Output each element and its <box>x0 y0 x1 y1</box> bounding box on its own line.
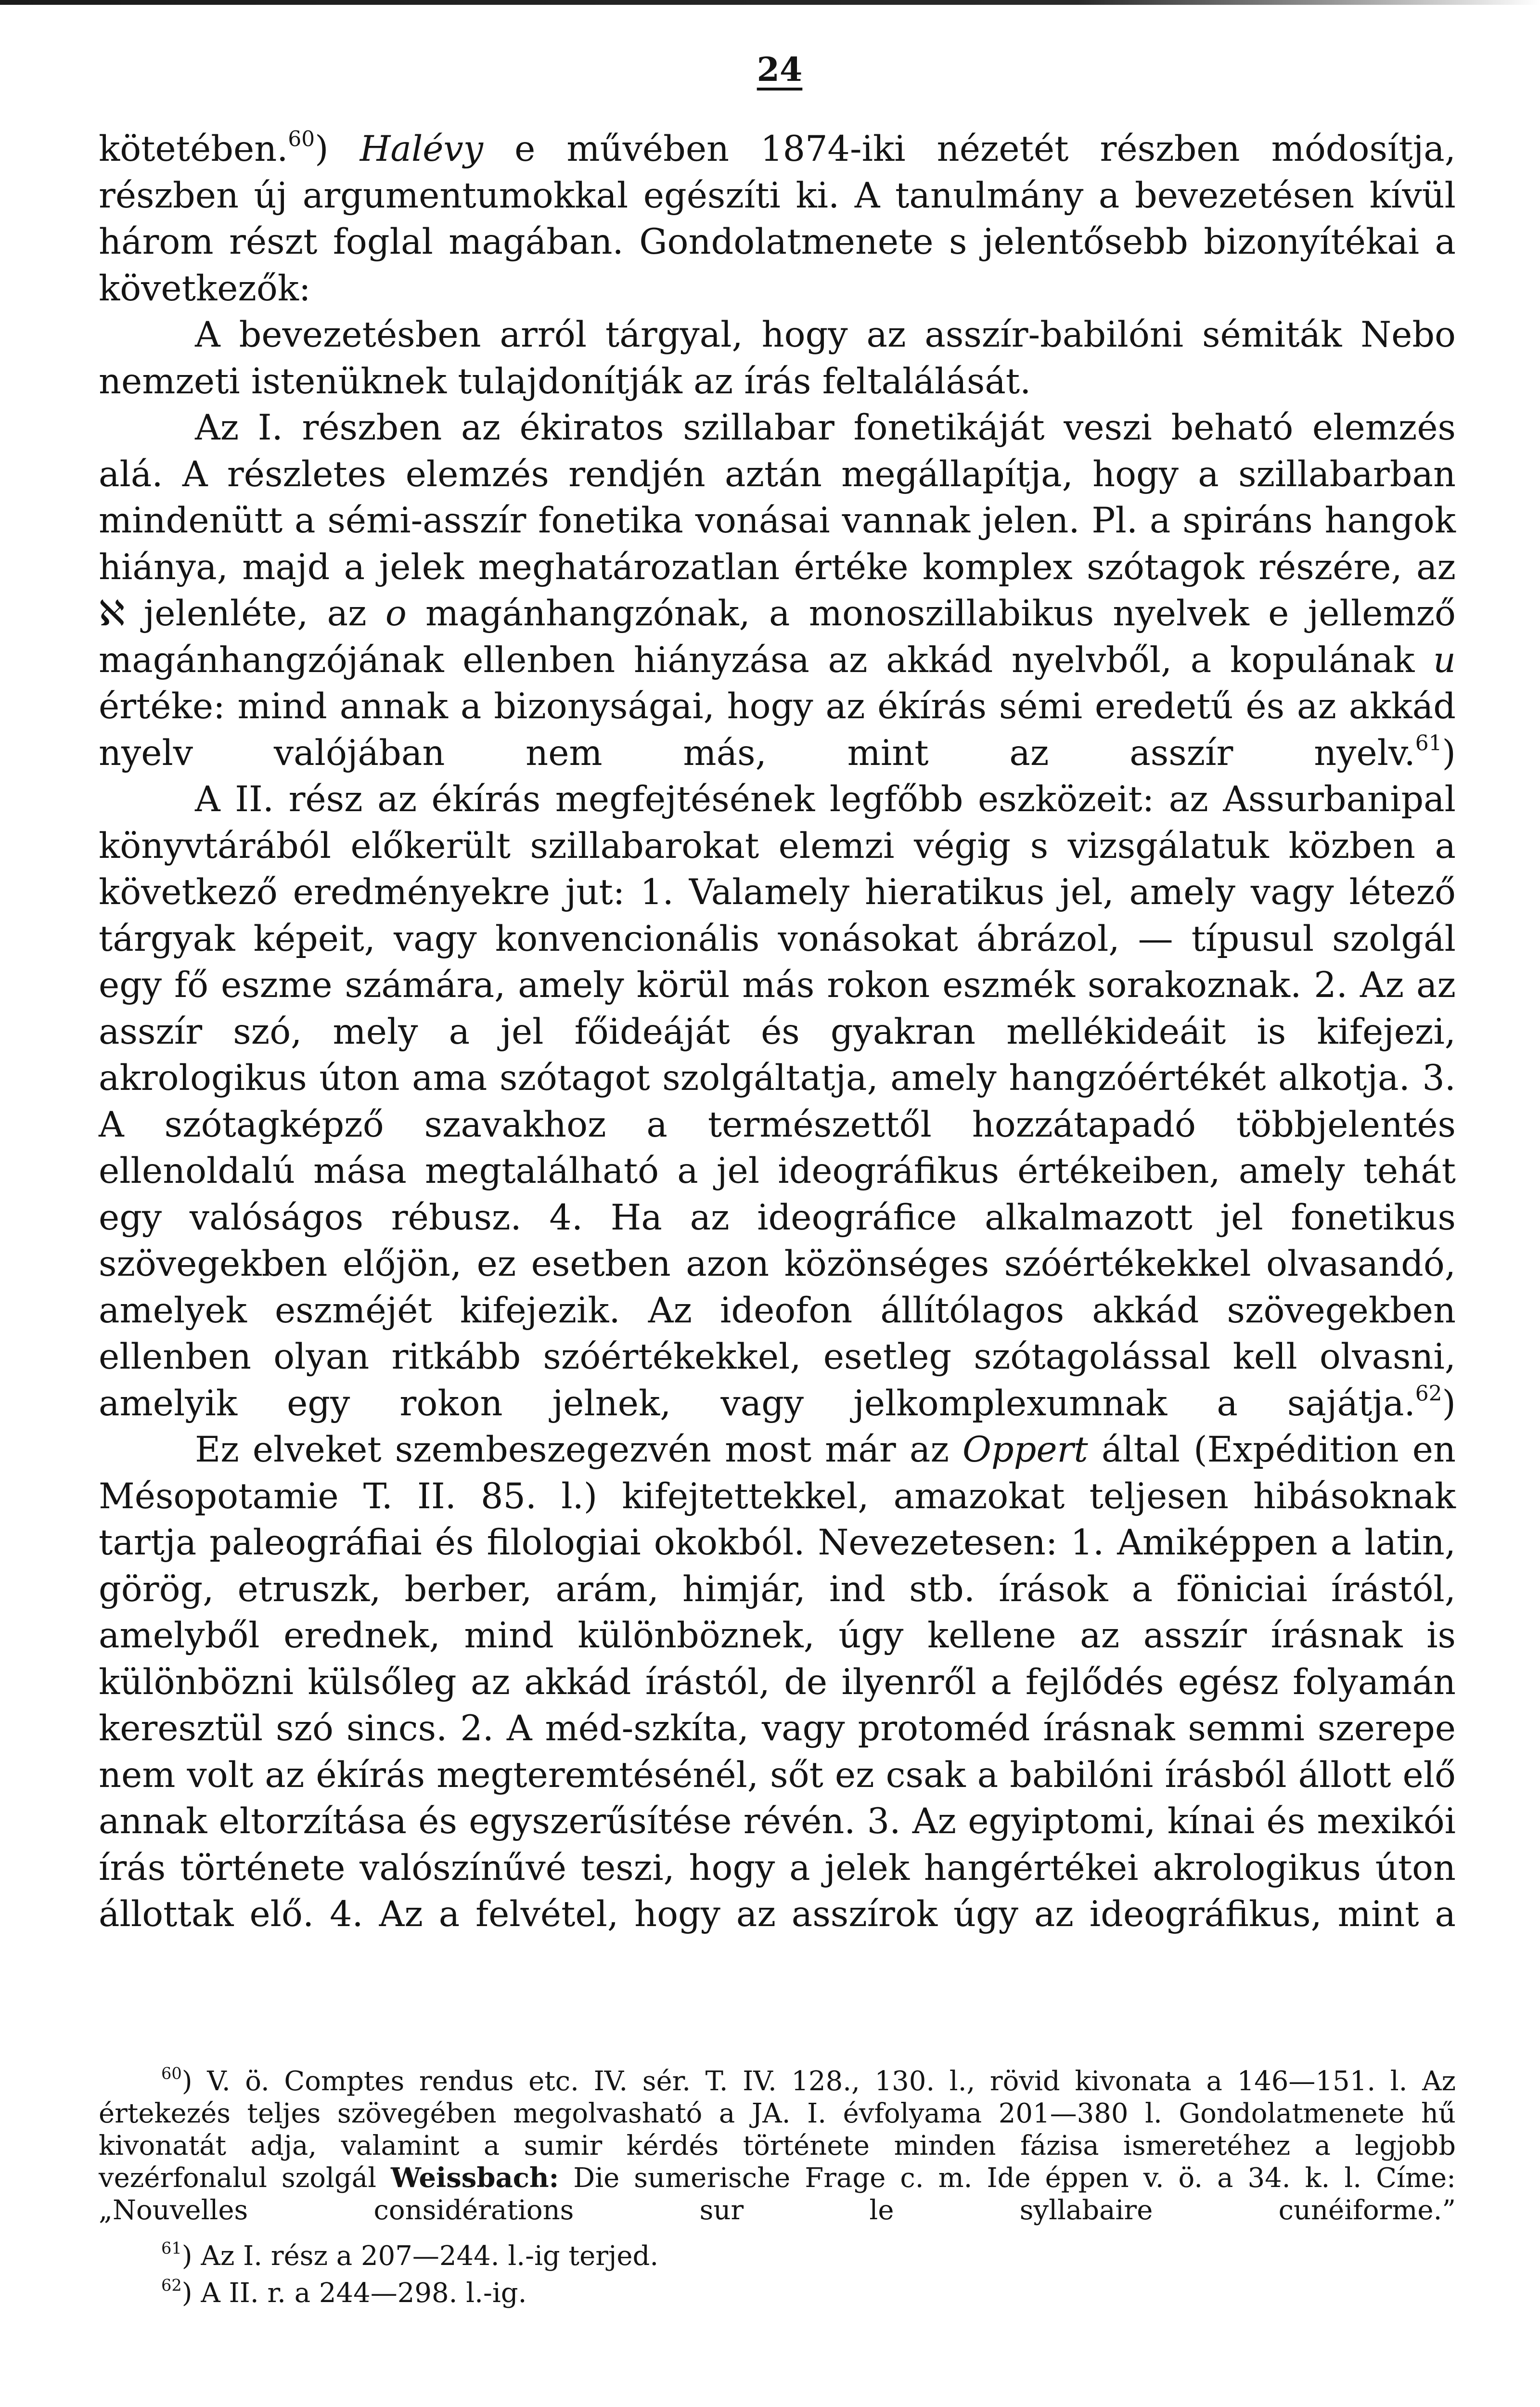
paragraph-2: A bevezetésben arról tárgyal, hogy az asszír-babilóni sémiták Nebo nemzeti istenüknek tulajdonítják az írás feltalálását. <box>99 314 1456 402</box>
footnote-62: $^{62}$) A II. r. a 244—298. l.-ig. <box>161 2276 527 2309</box>
footnote-ref-62: 62 <box>1415 1381 1442 1406</box>
paragraph-5: Ez elveket szembeszegezvén most már az Oppert által (Expédition en Mésopotamie T. II. 85. l.) kifejtettekkel, amazokat teljesen hibásoknak tartja paleográfiai és filologiai okokból. Nevezetesen: 1. Amiképpen a latin, görög, etruszk, berber, arám, himjár, ind stb. írások a föniciai írástól, amelyből erednek, mind különböznek, úgy kellene az asszír írásnak is különbözni külsőleg az akkád írástól, de ilyenről a fejlődés egész folyamán keresztül szó sincs. 2. A méd-szkíta, vagy protoméd írásnak semmi szerepe nem volt az ékírás megteremtésénél, sőt ez csak a babilóni írásból állott elő annak eltorzítása és egyszerűsítése révén. 3. Az egyiptomi, kínai és mexikói írás története valószínűvé teszi, hogy a jelek hangértékei akrologikus úton állottak elő. 4. Az a felvétel, hogy az asszírok úgy az ideográfikus, mint a <box>99 1429 1456 1935</box>
paragraph-4: A II. rész az ékírás megfejtésének legfőbb eszközeit: az Assurbanipal könyvtárából előkerült szillabarokat elemzi végig s vizsgálatuk közben a következő eredményekre jut: 1. Valamely hieratikus jel, amely vagy létező tárgyak képeit, vagy konvencionális vonásokat ábrázol, — típusul szolgál egy fő eszme számára, amely körül más rokon eszmék sorakoznak. 2. Az az asszír szó, mely a jel főideáját és gyakran mellékideáit is kifejezi, akrologikus úton ama szótagot szolgáltatja, amely hangzóértékét alkotja. 3. A szótagképző szavakhoz a természettől hozzátapadó többjelentés ellenoldalú mása megtalálható a jel ideográfikus értékeiben, amely tehát egy valóságos rébusz. 4. Ha az ideográfice alkalmazott jel fonetikus szövegekben előjön, ez esetben azon közönséges szóértékekkel olvasandó, amelyek eszméjét kifejezik. Az ideofon állítólagos akkád szövegekben ellenben olyan ritkább szóértékekkel, esetleg szótagolással kell olvasni, amelyik egy rokon jelnek, vagy jelkomplexumnak a sajátja.$^{62}$) <box>99 779 1456 1424</box>
author-name-halevy: Halévy <box>359 129 483 169</box>
paragraph-3: Az I. részben az ékiratos szillabar fonetikáját veszi beható elemzés alá. A részletes elemzés rendjén aztán megállapítja, hogy a szillabarban mindenütt a sémi-asszír fonetika vonásai vannak jelen. Pl. a spiráns hangok hiánya, majd a jelek meghatározatlan értéke komplex szótagok részére, az ℵ jelenléte, az o magánhangzónak, a monoszillabikus nyelvek e jellemző magánhangzójának ellenben hiányzása az akkád nyelvből, a kopulának u értéke: mind annak a bizonyságai, hogy az ékírás sémi eredetű és az akkád nyelv valójában nem más, mint az asszír nyelv.$^{61}$) <box>99 407 1456 774</box>
footnote-61: $^{61}$) Az I. rész a 207—244. l.-ig terjed. <box>161 2239 659 2272</box>
footnote-60: $^{60}$) V. ö. Comptes rendus etc. IV. sér. T. IV. 128., 130. l., rövid kivonata a 146—151. l. Az értekezés teljes szövegében megolvasható a JA. I. évfolyama 201—380 l. Gondolatmenete hű kivonatát adja, valamint a sumir kérdés története minden fázisa ismeretéhez a legjobb vezérfonalul szolgál Weissbach: Die sumerische Frage c. m. Ide éppen v. ö. a 34. k. l. Címe: „Nouvelles considérations sur le syllabaire cunéiforme.” <box>99 2064 1456 2226</box>
main-text <box>99 126 1456 1938</box>
footnote-ref-60: 60 <box>288 127 315 152</box>
author-name-oppert: Oppert <box>962 1429 1088 1470</box>
author-name-weissbach: Weissbach: <box>391 2162 559 2194</box>
page-number: 24 <box>757 51 803 89</box>
footnotes <box>99 2065 1456 2309</box>
paragraph-1: kötetében.$^{60}$) Halévy e művében 1874-iki nézetét részben módosítja, részben új argumentumokkal egészíti ki. A tanulmány a bevezetésen kívül három részt foglal magában. Gondolatmenete s jelentősebb bizonyítékai a következők: <box>99 127 1456 309</box>
top-edge-rule <box>0 0 1540 5</box>
footnote-ref-61: 61 <box>1415 730 1442 755</box>
